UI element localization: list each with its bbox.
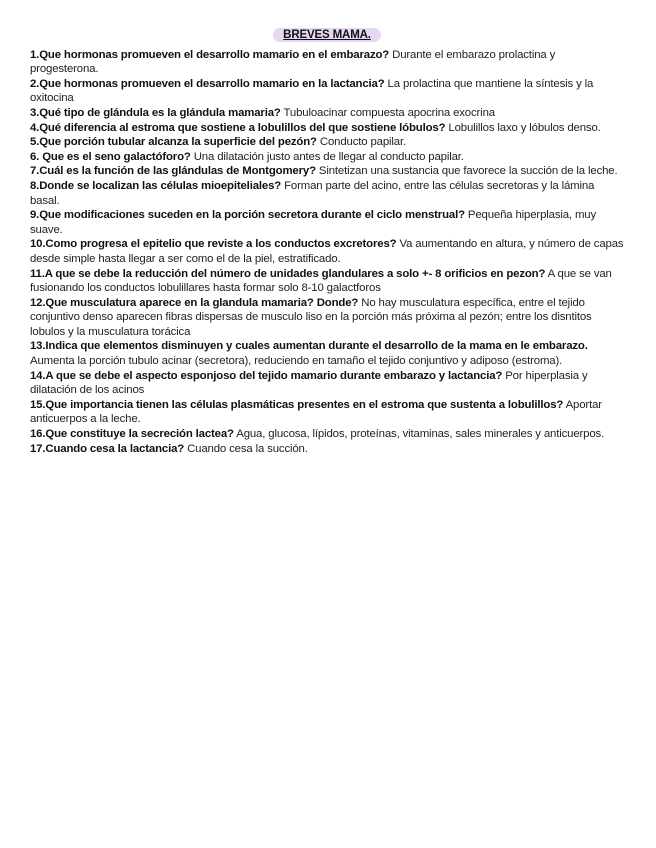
qa-item	[30, 164, 624, 179]
qa-item	[30, 77, 624, 106]
answer-text: Agua, glucosa, lípidos, proteínas, vitaminas, sales minerales y anticuerpos.	[233, 428, 605, 441]
answer-text: Lobulillos laxo y lóbulos denso.	[445, 121, 601, 134]
answer-text: Cuando cesa la succión.	[184, 442, 308, 455]
qa-item	[30, 442, 624, 457]
question-text: 7.Cuál es la función de las glándulas de Montgomery?	[30, 165, 316, 178]
question-text: 5.Que porción tubular alcanza la superficie del pezón?	[30, 136, 317, 149]
answer-text: Una dilatación justo antes de llegar al conducto papilar.	[190, 150, 464, 163]
document-page	[30, 28, 624, 456]
qa-item	[30, 179, 624, 208]
answer-text: Pequeña hiperplasia, muy suave.	[30, 209, 597, 236]
answer-text: Por hiperplasia y dilatación de los acinos	[30, 369, 588, 397]
qa-item	[30, 339, 624, 368]
title-row	[30, 28, 624, 43]
qa-item	[30, 48, 624, 77]
qa-item	[30, 296, 624, 340]
qa-item	[30, 427, 624, 442]
question-text: 14.A que se debe el aspecto esponjoso del tejido mamario durante embarazo y lactancia?	[30, 369, 503, 382]
answer-text: No hay musculatura específica, entre el tejido conjuntivo denso aparecen fibras dispersas de musculo liso en la porción más próxima al pezón; entre los disntitos lobulos y la musculatura torácica	[30, 296, 592, 338]
qa-item	[30, 369, 624, 398]
qa-item	[30, 121, 624, 136]
question-text: 16.Que constituye la secreción lactea?	[30, 428, 234, 441]
answer-text: Forman parte del acino, entre las células secretoras y la lámina basal.	[30, 179, 595, 207]
question-text: 3.Qué tipo de glándula es la glándula mamaria?	[30, 106, 281, 119]
document-title: BREVES MAMA.	[273, 28, 381, 42]
qa-item	[30, 398, 624, 427]
answer-text: Conducto papilar.	[316, 136, 406, 149]
qa-item	[30, 150, 624, 165]
question-text: 12.Que musculatura aparece en la glandula mamaria? Donde?	[30, 296, 359, 309]
question-text: 11.A que se debe la reducción del número de unidades glandulares a solo +- 8 orificios en pezon?	[30, 267, 546, 280]
answer-text: La prolactina que mantiene la síntesis y la oxitocina	[30, 77, 594, 105]
question-text: 17.Cuando cesa la lactancia?	[30, 442, 185, 455]
answer-text: Tubuloacinar compuesta apocrina exocrina	[280, 106, 495, 119]
question-text: 15.Que importancia tienen las células plasmáticas presentes en el estroma que sustenta a lobulillos?	[30, 398, 564, 411]
qa-item	[30, 267, 624, 296]
answer-text: Sintetizan una sustancia que favorece la succión de la leche.	[315, 165, 618, 178]
qa-list	[30, 48, 624, 457]
qa-item	[30, 106, 624, 121]
answer-text: Va aumentando en altura, y número de capas desde simple hasta llegar a ser como el de la piel, estratificado.	[30, 238, 624, 265]
answer-text: Durante el embarazo prolactina y progesterona.	[30, 48, 556, 76]
question-text: 8.Donde se localizan las células mioepiteliales?	[30, 179, 282, 192]
answer-text: A que se van fusionando los conductos lobulillares hasta formar solo 8-10 galactforos	[30, 267, 612, 295]
question-text: 9.Que modificaciones suceden en la porción secretora durante el ciclo menstrual?	[30, 209, 465, 222]
question-text: 2.Que hormonas promueven el desarrollo mamario en la lactancia?	[30, 77, 385, 90]
question-text: 4.Qué diferencia al estroma que sostiene a lobulillos del que sostiene lóbulos?	[30, 121, 446, 134]
answer-text: Aumenta la porción tubulo acinar (secretora), reduciendo en tamaño el tejido conjuntivo y adiposo (estroma).	[30, 355, 563, 368]
qa-item	[30, 208, 624, 237]
question-text: 6. Que es el seno galactóforo?	[30, 150, 191, 163]
question-text: 10.Como progresa el epitelio que reviste a los conductos excretores?	[30, 238, 397, 251]
qa-item	[30, 135, 624, 150]
answer-text: Aportar anticuerpos a la leche.	[30, 398, 602, 426]
question-text: 1.Que hormonas promueven el desarrollo mamario en el embarazo?	[30, 48, 390, 61]
qa-item	[30, 237, 624, 266]
question-text: 13.Indica que elementos disminuyen y cuales aumentan durante el desarrollo de la mama en le embarazo.	[30, 340, 588, 353]
